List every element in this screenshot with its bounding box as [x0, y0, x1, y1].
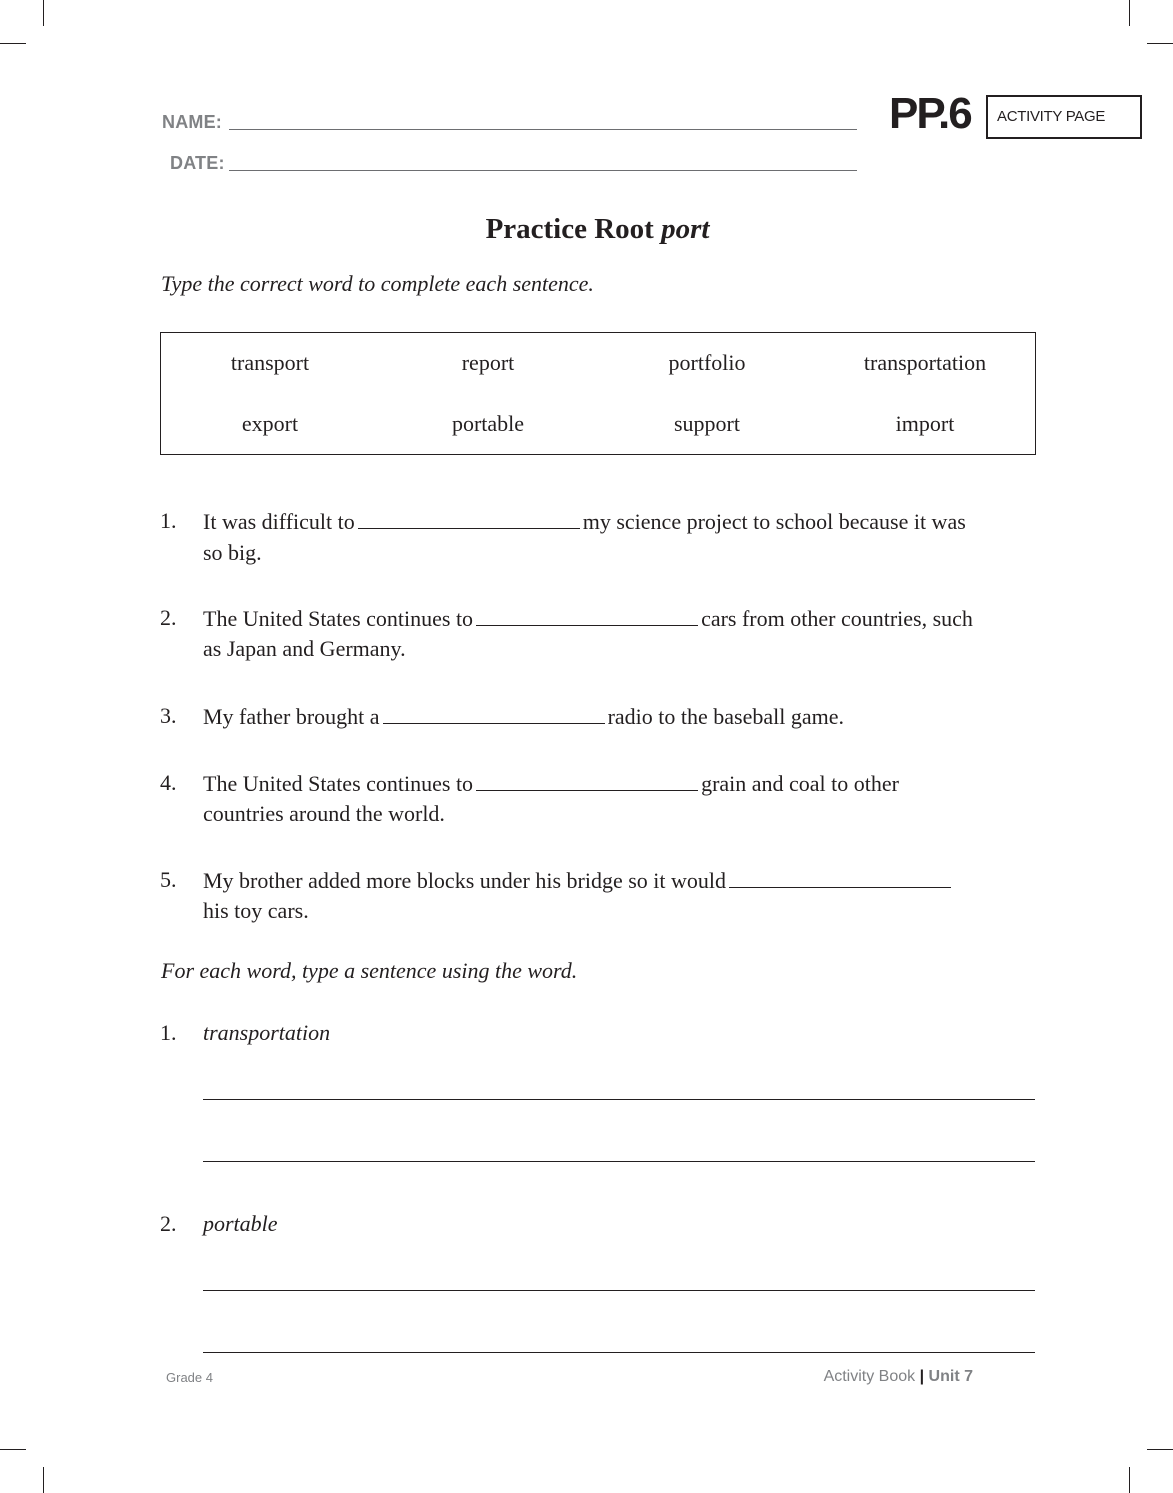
- date-line[interactable]: [229, 170, 857, 171]
- crop-mark: [1129, 1467, 1130, 1493]
- word-bank-item: report: [461, 350, 515, 375]
- crop-mark: [1147, 1449, 1173, 1450]
- word-bank-item: export: [241, 411, 299, 436]
- instruction-part2: For each word, type a sentence using the word.: [161, 958, 578, 983]
- sentence-text: My father brought a: [203, 704, 380, 729]
- sentence-continuation: his toy cars.: [203, 898, 309, 923]
- sentence-text: my science project to school because it was: [582, 509, 966, 534]
- sentence-text: The United States continues to: [203, 606, 474, 631]
- writing-word: portable: [203, 1211, 278, 1236]
- sentence-text: grain and coal to other: [701, 771, 899, 796]
- word-bank-item: transportation: [863, 350, 987, 375]
- sentence-number: 1.: [160, 508, 177, 533]
- sentence-number: 4.: [160, 770, 177, 795]
- writing-line[interactable]: [203, 1290, 1035, 1291]
- page-code: PP.6: [889, 89, 971, 138]
- name-line[interactable]: [229, 129, 857, 130]
- writing-line[interactable]: [203, 1099, 1035, 1100]
- word-bank-item: portable: [451, 411, 525, 436]
- date-label: DATE:: [170, 153, 225, 173]
- answer-blank[interactable]: [383, 703, 605, 724]
- crop-mark: [1147, 43, 1173, 44]
- answer-blank[interactable]: [476, 605, 698, 626]
- footer-book: Activity Book: [823, 1368, 916, 1385]
- sentence-text: radio to the baseball game.: [607, 704, 844, 729]
- sentence-number: 5.: [160, 867, 177, 892]
- crop-mark: [43, 0, 44, 26]
- footer-separator: |: [919, 1368, 925, 1385]
- sentence-text: cars from other countries, such: [701, 606, 973, 631]
- crop-mark: [0, 1449, 26, 1450]
- title-italic: port: [661, 213, 710, 245]
- crop-mark: [1129, 0, 1130, 26]
- footer-unit: Unit 7: [928, 1368, 973, 1385]
- sentence-text: My brother added more blocks under his bridge so it would: [203, 868, 727, 893]
- crop-mark: [43, 1467, 44, 1493]
- answer-blank[interactable]: [476, 770, 698, 791]
- sentence-line: [203, 604, 973, 634]
- instruction-part1: Type the correct word to complete each sentence.: [161, 271, 594, 296]
- word-bank-item: support: [674, 411, 740, 436]
- page-title: [0, 213, 1173, 246]
- writing-number: 2.: [160, 1211, 177, 1236]
- sentence-text: The United States continues to: [203, 771, 474, 796]
- answer-blank[interactable]: [729, 867, 951, 888]
- footer-grade: Grade 4: [166, 1370, 213, 1385]
- sentence-number: 2.: [160, 605, 177, 630]
- writing-number: 1.: [160, 1020, 177, 1045]
- sentence-continuation: countries around the world.: [203, 801, 445, 826]
- sentence-continuation: as Japan and Germany.: [203, 636, 406, 661]
- sentence-continuation: so big.: [203, 540, 262, 565]
- word-bank-item: import: [895, 411, 955, 436]
- sentence-line: [203, 769, 899, 799]
- writing-word: transportation: [203, 1020, 331, 1045]
- sentence-line: [203, 702, 844, 732]
- answer-blank[interactable]: [358, 508, 580, 529]
- word-bank-item: transport: [230, 350, 310, 375]
- activity-page-badge: ACTIVITY PAGE: [986, 95, 1142, 139]
- title-main: Practice Root: [485, 213, 662, 245]
- sentence-text: It was difficult to: [203, 509, 355, 534]
- writing-line[interactable]: [203, 1352, 1035, 1353]
- writing-line[interactable]: [203, 1161, 1035, 1162]
- word-bank-item: portfolio: [668, 350, 746, 375]
- sentence-number: 3.: [160, 703, 177, 728]
- sentence-line: [203, 866, 954, 896]
- crop-mark: [0, 43, 26, 44]
- sentence-line: [203, 507, 966, 537]
- footer-book-unit: [824, 1368, 973, 1386]
- name-label: NAME:: [162, 112, 222, 132]
